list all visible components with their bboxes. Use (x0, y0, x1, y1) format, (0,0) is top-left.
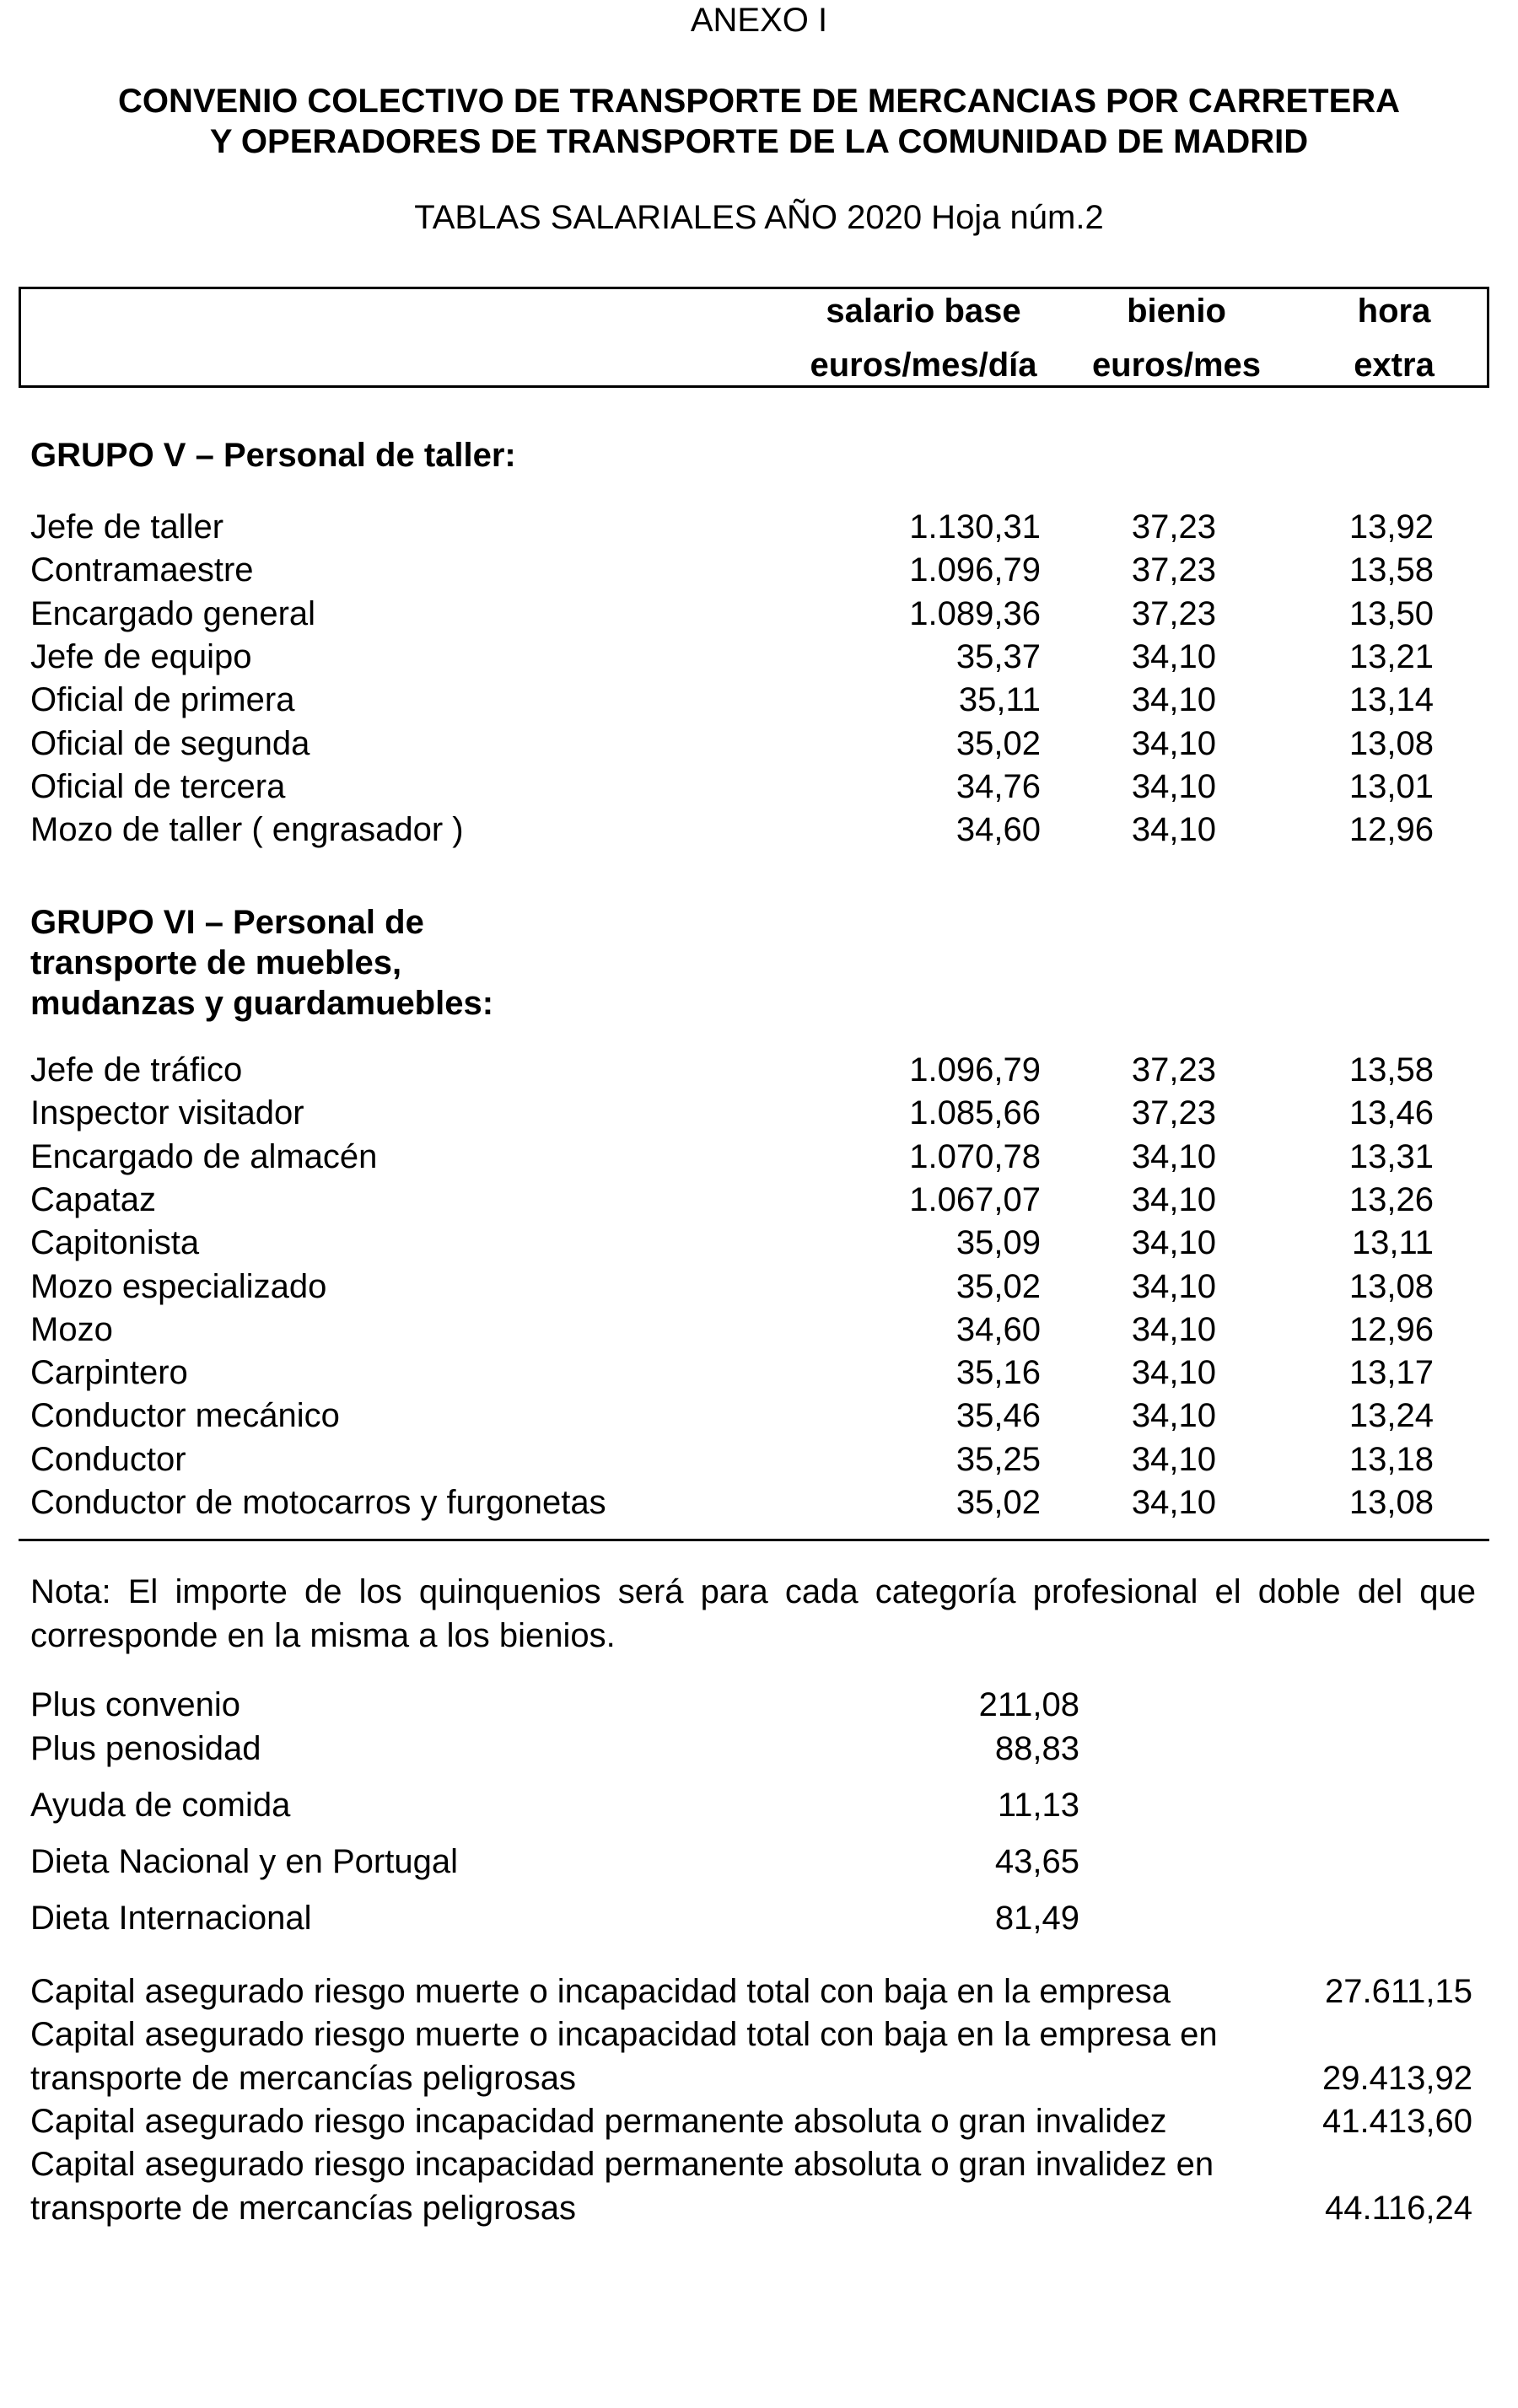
header-hora: hora (1357, 293, 1431, 330)
salario-base-value: 1.067,07 (909, 1180, 1041, 1218)
category-label: Oficial de primera (30, 681, 295, 719)
capital-label: Capital asegurado riesgo incapacidad permanente absoluta o gran invalidez en transporte de mercancías peligrosas (30, 2146, 1214, 2227)
annex-label: ANEXO I (690, 2, 828, 39)
plus-value: 43,65 (994, 1843, 1079, 1880)
table-row (0, 1051, 1518, 1094)
bienio-value: 34,10 (1131, 767, 1216, 805)
capital-label: Capital asegurado riesgo muerte o incapacidad total con baja en la empresa (30, 1973, 1171, 2010)
category-label: Mozo de taller ( engrasador ) (30, 811, 464, 849)
bienio-value: 34,10 (1131, 1224, 1216, 1262)
capital-value: 29.413,92 (1322, 2060, 1472, 2097)
hora-extra-value: 13,08 (1348, 1484, 1434, 1521)
hora-extra-value: 13,11 (1351, 1224, 1434, 1262)
hora-extra-value: 13,92 (1348, 508, 1434, 546)
capital-value: 41.413,60 (1322, 2103, 1472, 2140)
capital-value: 27.611,15 (1325, 1973, 1472, 2010)
category-label: Oficial de segunda (30, 724, 310, 762)
salario-base-value: 35,16 (955, 1354, 1041, 1392)
category-label: Oficial de tercera (30, 767, 286, 805)
bienio-value: 34,10 (1131, 681, 1216, 719)
bienio-value: 34,10 (1131, 1180, 1216, 1218)
hora-extra-value: 13,21 (1348, 637, 1434, 675)
table-row (0, 681, 1518, 724)
hora-extra-value: 12,96 (1348, 1310, 1434, 1348)
header-bienio-units: euros/mes (1091, 347, 1262, 384)
plus-value: 88,83 (994, 1730, 1079, 1767)
category-label: Contramaestre (30, 551, 254, 589)
bienio-value: 34,10 (1131, 1397, 1216, 1435)
plus-label: Dieta Nacional y en Portugal (30, 1843, 458, 1880)
capital-label: Capital asegurado riesgo incapacidad permanente absoluta o gran invalidez (30, 2103, 1167, 2140)
table-row (0, 638, 1518, 681)
table-row (0, 1268, 1518, 1311)
bienio-value: 34,10 (1131, 1440, 1216, 1478)
salario-base-value: 35,02 (955, 724, 1041, 762)
salario-base-value: 1.096,79 (909, 1051, 1041, 1088)
hora-extra-value: 13,58 (1348, 551, 1434, 589)
salario-base-value: 34,60 (955, 1310, 1041, 1348)
salario-base-value: 1.085,66 (909, 1094, 1041, 1132)
bienio-value: 37,23 (1131, 1051, 1216, 1088)
plus-label: Dieta Internacional (30, 1900, 312, 1937)
table-row (0, 551, 1518, 594)
document-title-line1: CONVENIO COLECTIVO DE TRANSPORTE DE MERCANCIAS POR CARRETERA (117, 83, 1401, 120)
group-v-title: GRUPO V – Personal de taller: (30, 437, 516, 474)
table-row (0, 1311, 1518, 1354)
bienio-value: 37,23 (1131, 551, 1216, 589)
bienio-value: 37,23 (1131, 508, 1216, 546)
category-label: Capataz (30, 1180, 156, 1218)
bienio-value: 34,10 (1131, 637, 1216, 675)
bienio-value: 34,10 (1131, 1310, 1216, 1348)
header-salario-units: euros/mes/día (810, 347, 1037, 384)
hora-extra-value: 13,46 (1348, 1094, 1434, 1132)
salario-base-value: 35,02 (955, 1484, 1041, 1521)
table-row (0, 768, 1518, 811)
salario-base-value: 35,09 (955, 1224, 1041, 1262)
hora-extra-value: 13,08 (1348, 1267, 1434, 1305)
salario-base-value: 35,25 (955, 1440, 1041, 1478)
table-row (0, 1484, 1518, 1527)
capital-label: Capital asegurado riesgo muerte o incapacidad total con baja en la empresa en transporte de mercancías peligrosas (30, 2016, 1218, 2097)
salario-base-value: 35,02 (955, 1267, 1041, 1305)
table-row (0, 1441, 1518, 1484)
header-bienio: bienio (1127, 293, 1226, 330)
category-label: Jefe de taller (30, 508, 224, 546)
salario-base-value: 35,37 (955, 637, 1041, 675)
hora-extra-value: 13,08 (1348, 724, 1434, 762)
document-title-line2: Y OPERADORES DE TRANSPORTE DE LA COMUNIDAD DE MADRID (209, 123, 1309, 160)
category-label: Capitonista (30, 1224, 200, 1262)
salario-base-value: 34,76 (955, 767, 1041, 805)
table-row (0, 595, 1518, 638)
category-label: Carpintero (30, 1354, 188, 1392)
bienio-value: 34,10 (1131, 811, 1216, 849)
hora-extra-value: 12,96 (1348, 811, 1434, 849)
hora-extra-value: 13,24 (1348, 1397, 1434, 1435)
category-label: Inspector visitador (30, 1094, 304, 1132)
bienio-value: 34,10 (1131, 1267, 1216, 1305)
table-row (0, 1397, 1518, 1440)
table-row (0, 1224, 1518, 1267)
table-bottom-rule (19, 1539, 1489, 1541)
bienio-value: 34,10 (1131, 1484, 1216, 1521)
bienio-value: 34,10 (1131, 1137, 1216, 1175)
hora-extra-value: 13,01 (1348, 767, 1434, 805)
bienio-value: 34,10 (1131, 1354, 1216, 1392)
plus-label: Ayuda de comida (30, 1787, 291, 1824)
category-label: Jefe de equipo (30, 637, 252, 675)
bienio-value: 37,23 (1131, 1094, 1216, 1132)
group-vi-title: GRUPO VI – Personal de transporte de muebles, mudanzas y guardamuebles: (30, 904, 494, 1022)
hora-extra-value: 13,50 (1348, 594, 1434, 632)
table-row (0, 1354, 1518, 1397)
document-subtitle: TABLAS SALARIALES AÑO 2020 Hoja núm.2 (414, 199, 1104, 236)
category-label: Conductor de motocarros y furgonetas (30, 1484, 606, 1521)
category-label: Mozo especializado (30, 1267, 327, 1305)
header-extra: extra (1354, 347, 1435, 384)
salario-base-value: 35,11 (958, 681, 1041, 719)
category-label: Jefe de tráfico (30, 1051, 243, 1088)
category-label: Encargado de almacén (30, 1137, 378, 1175)
hora-extra-value: 13,26 (1348, 1180, 1434, 1218)
table-row (0, 1094, 1518, 1137)
hora-extra-value: 13,17 (1348, 1354, 1434, 1392)
salario-base-value: 1.130,31 (909, 508, 1041, 546)
hora-extra-value: 13,18 (1348, 1440, 1434, 1478)
category-label: Mozo (30, 1310, 113, 1348)
table-row (0, 725, 1518, 768)
table-row (0, 1138, 1518, 1181)
table-header (19, 287, 1489, 388)
category-label: Encargado general (30, 594, 316, 632)
hora-extra-value: 13,58 (1348, 1051, 1434, 1088)
hora-extra-value: 13,31 (1348, 1137, 1434, 1175)
plus-label: Plus penosidad (30, 1730, 261, 1767)
plus-value: 81,49 (994, 1900, 1079, 1937)
salario-base-value: 1.089,36 (909, 594, 1041, 632)
bienio-value: 34,10 (1131, 724, 1216, 762)
hora-extra-value: 13,14 (1348, 681, 1434, 719)
plus-label: Plus convenio (30, 1686, 241, 1723)
header-salario-base: salario base (826, 293, 1021, 330)
table-row (0, 508, 1518, 551)
table-row (0, 1181, 1518, 1224)
capital-value: 44.116,24 (1325, 2190, 1472, 2227)
bienio-value: 37,23 (1131, 594, 1216, 632)
note-text: Nota: El importe de los quinquenios será para cada categoría profesional el doble del que corresponde en la misma a los bienios. (30, 1573, 1476, 1654)
table-row (0, 811, 1518, 854)
salario-base-value: 1.096,79 (909, 551, 1041, 589)
salario-base-value: 1.070,78 (909, 1137, 1041, 1175)
salario-base-value: 34,60 (955, 811, 1041, 849)
plus-value: 11,13 (997, 1787, 1079, 1824)
salario-base-value: 35,46 (955, 1397, 1041, 1435)
category-label: Conductor mecánico (30, 1397, 340, 1435)
plus-value: 211,08 (978, 1686, 1079, 1723)
category-label: Conductor (30, 1440, 186, 1478)
